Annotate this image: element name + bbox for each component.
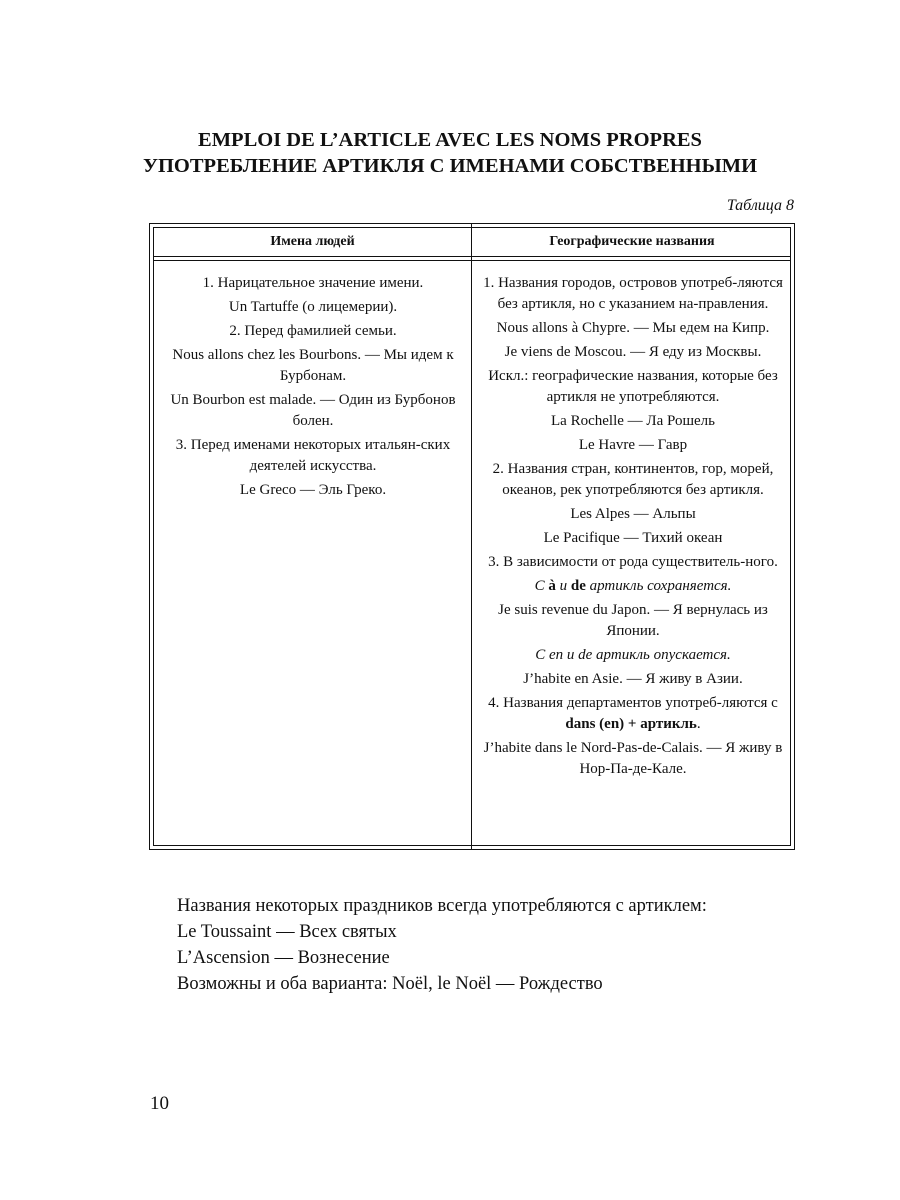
table-entry: Un Tartuffe (о лицемерии). [228, 299, 398, 315]
body-line: Le Toussaint — Всех святых [177, 922, 397, 942]
text-run: 4. Названия департаментов употреб-ляются с [488, 695, 778, 711]
table-entry [480, 693, 786, 735]
text-run: артикль сохраняется. [585, 578, 732, 594]
header-rule [154, 260, 790, 261]
table-entry: 2. Перед фамилией семьи. [229, 323, 397, 339]
table-entry-rule [480, 576, 786, 597]
text-run-bold: dans (en) + артикль [565, 716, 697, 732]
table-entry: Les Alpes — Альпы [570, 506, 696, 522]
header-rule [154, 256, 790, 257]
page-heading [0, 127, 900, 179]
people-cell [164, 273, 462, 504]
heading-french: EMPLOI DE L’ARTICLE AVEC LES NOMS PROPRES [198, 129, 702, 151]
table-entry: La Rochelle — Ла Рошель [551, 413, 715, 429]
table-caption: Таблица 8 [726, 197, 794, 214]
body-line: Возможны и оба варианта: Noël, le Noël — Рождество [177, 974, 603, 994]
holidays-note [177, 893, 817, 997]
table-entry: 3. В зависимости от рода существитель-ного. [488, 554, 778, 570]
table-entry: Je suis revenue du Japon. — Я вернулась из Японии. [498, 602, 768, 639]
table-inner-border [153, 227, 791, 846]
text-run: С [534, 578, 549, 594]
table-entry: Le Greco — Эль Греко. [239, 482, 387, 498]
heading-russian: УПОТРЕБЛЕНИЕ АРТИКЛЯ С ИМЕНАМИ СОБСТВЕННЫМИ [142, 155, 758, 177]
table-entry: Un Bourbon est malade. — Один из Бурбонов болен. [170, 392, 456, 429]
column-header-geography: Географические названия [549, 234, 715, 249]
body-line: Названия некоторых праздников всегда употребляются с артиклем: [177, 896, 707, 916]
table-entry: Искл.: географические названия, которые без артикля не употребляются. [488, 368, 778, 405]
table-entry: Le Havre — Гавр [578, 437, 688, 453]
table-entry: Je viens de Moscou. — Я еду из Москвы. [504, 344, 762, 360]
geography-cell [480, 273, 786, 783]
table-entry: 1. Нарицательное значение имени. [202, 275, 424, 291]
column-divider [471, 224, 472, 849]
page-number: 10 [150, 1093, 169, 1114]
table-entry: 1. Названия городов, островов употреб-ляются без артикля, но с указанием на-правления. [483, 275, 783, 312]
table-entry-rule: С en и de артикль опускается. [535, 647, 731, 663]
text-run: . [696, 716, 701, 732]
table-entry: J’habite en Asie. — Я живу в Азии. [523, 671, 743, 687]
article-table [149, 223, 795, 850]
table-entry: Le Pacifique — Тихий океан [543, 530, 723, 546]
text-run-bold: de [570, 578, 586, 594]
text-run-bold: à [548, 578, 556, 594]
text-run: и [555, 578, 571, 594]
table-entry: Nous allons à Chypre. — Мы едем на Кипр. [496, 320, 770, 336]
table-entry: J’habite dans le Nord-Pas-de-Calais. — Я живу в Нор-Па-де-Кале. [483, 740, 783, 777]
body-line: L’Ascension — Вознесение [177, 948, 390, 968]
table-entry: 3. Перед именами некоторых итальян-ских деятелей искусства. [175, 437, 451, 474]
table-entry: Nous allons chez les Bourbons. — Мы идем к Бурбонам. [172, 347, 454, 384]
column-header-people: Имена людей [270, 234, 355, 249]
table-entry: 2. Названия стран, континентов, гор, морей, океанов, рек употребляются без артикля. [492, 461, 774, 498]
